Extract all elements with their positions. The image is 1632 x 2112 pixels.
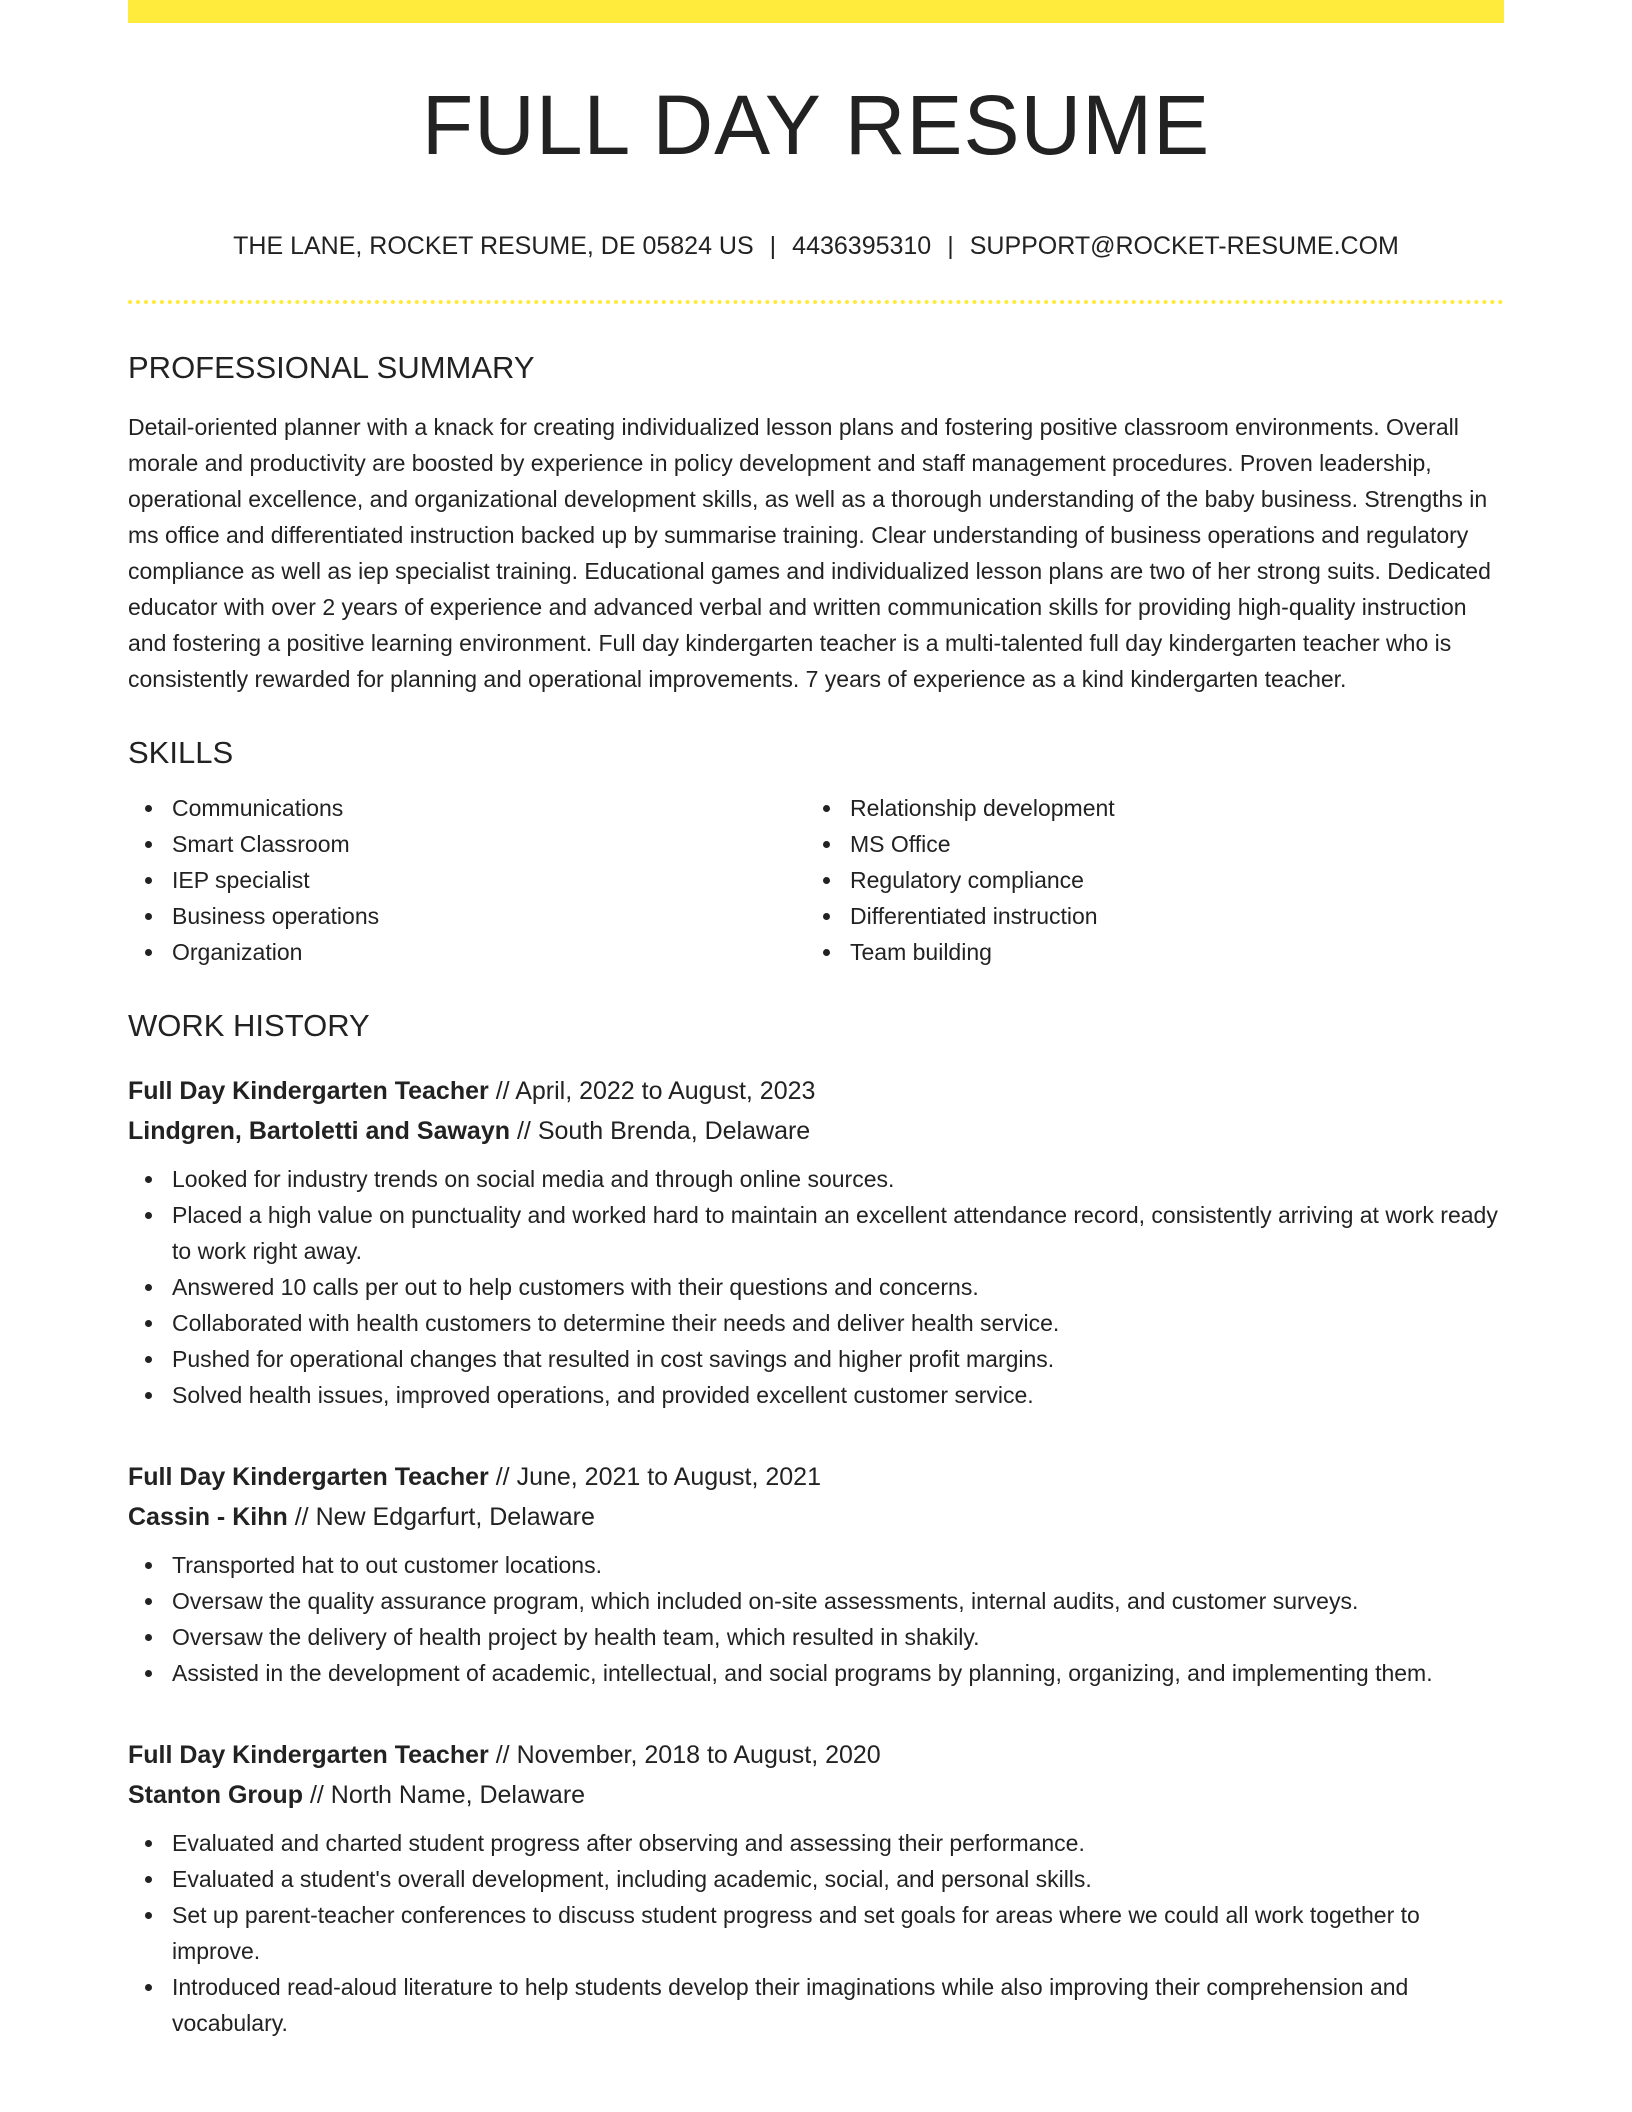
job-separator: // — [516, 1117, 531, 1145]
job-separator: // — [294, 1503, 309, 1531]
job-bullet: Assisted in the development of academic, intellectual, and social programs by planning, organizing, and implementing them. — [128, 1655, 1504, 1691]
dotted-divider — [128, 300, 1504, 304]
job-bullet: Collaborated with health customers to determine their needs and deliver health service. — [128, 1305, 1504, 1341]
job-bullet: Solved health issues, improved operations, and provided excellent customer service. — [128, 1377, 1504, 1413]
job-company-line — [128, 1111, 1504, 1151]
job-role: Full Day Kindergarten Teacher — [128, 1077, 489, 1105]
skill-item: Regulatory compliance — [806, 862, 1484, 898]
skill-item: Business operations — [128, 898, 806, 934]
skill-item: Differentiated instruction — [806, 898, 1484, 934]
skill-item: Smart Classroom — [128, 826, 806, 862]
skill-item: IEP specialist — [128, 862, 806, 898]
contact-line — [128, 234, 1504, 259]
job-company: Lindgren, Bartoletti and Sawayn — [128, 1117, 510, 1145]
work-history-heading: WORK HISTORY — [128, 1008, 370, 1043]
skills-heading: SKILLS — [128, 735, 234, 770]
job-bullet: Answered 10 calls per out to help customers with their questions and concerns. — [128, 1269, 1504, 1305]
job-separator: // — [495, 1077, 510, 1105]
summary-heading: PROFESSIONAL SUMMARY — [128, 350, 535, 385]
job-bullet: Transported hat to out customer locations. — [128, 1547, 1504, 1583]
skill-item: Communications — [128, 790, 806, 826]
contact-separator: | — [769, 232, 777, 260]
job-bullet: Oversaw the quality assurance program, which included on-site assessments, internal audits, and customer surveys. — [128, 1583, 1504, 1619]
job-bullet: Looked for industry trends on social media and through online sources. — [128, 1161, 1504, 1197]
skills-list-right — [806, 790, 1484, 970]
job-bullet: Evaluated and charted student progress after observing and assessing their performance. — [128, 1825, 1504, 1861]
job-dates: November, 2018 to August, 2020 — [516, 1741, 881, 1769]
job-bullet: Set up parent-teacher conferences to discuss student progress and set goals for areas where we could all work together to improve. — [128, 1897, 1504, 1969]
job-dates: June, 2021 to August, 2021 — [516, 1463, 821, 1491]
job-bullets — [128, 1547, 1504, 1691]
job-role-line — [128, 1735, 1504, 1775]
job-company-line — [128, 1497, 1504, 1537]
job-bullet: Introduced read-aloud literature to help students develop their imaginations while also improving their comprehension and vocabulary. — [128, 1969, 1504, 2041]
job-separator: // — [495, 1463, 510, 1491]
job-entry — [128, 1071, 1504, 1413]
skill-item: MS Office — [806, 826, 1484, 862]
job-role-line — [128, 1457, 1504, 1497]
job-bullets — [128, 1825, 1504, 2041]
summary-text: Detail-oriented planner with a knack for creating individualized lesson plans and fostering positive classroom environments. Overall morale and productivity are boosted by experience in policy development and staff management procedures. Proven leadership, operational excellence, and organizational development skills, as well as a thorough understanding of the baby business. Strengths in ms office and differentiated instruction backed up by summarise training. Clear understanding of business operations and regulatory compliance as well as iep specialist training. Educational games and individualized lesson plans are two of her strong suits. Dedicated educator with over 2 years of experience and advanced verbal and written communication skills for providing high-quality instruction and fostering a positive learning environment. Full day kindergarten teacher is a multi-talented full day kindergarten teacher who is consistently rewarded for planning and operational improvements. 7 years of experience as a kind kindergarten teacher. — [128, 414, 1491, 692]
top-accent-bar — [128, 0, 1504, 23]
job-separator: // — [495, 1741, 510, 1769]
job-dates: April, 2022 to August, 2023 — [515, 1077, 816, 1105]
contact-separator: | — [947, 232, 954, 260]
skill-item: Team building — [806, 934, 1484, 970]
job-bullets — [128, 1161, 1504, 1413]
contact-email: SUPPORT@ROCKET-RESUME.COM — [969, 232, 1399, 260]
job-entry — [128, 1735, 1504, 2041]
resume-name: FULL DAY RESUME — [421, 78, 1211, 172]
job-company: Cassin - Kihn — [128, 1503, 288, 1531]
job-company-line — [128, 1775, 1504, 1815]
job-entry — [128, 1457, 1504, 1691]
job-location: North Name, Delaware — [330, 1781, 586, 1809]
job-bullet: Placed a high value on punctuality and worked hard to maintain an excellent attendance record, consistently arriving at work ready to work right away. — [128, 1197, 1504, 1269]
job-location: New Edgarfurt, Delaware — [315, 1503, 595, 1531]
resume-page — [128, 0, 1504, 2041]
job-bullet: Pushed for operational changes that resulted in cost savings and higher profit margins. — [128, 1341, 1504, 1377]
job-separator: // — [309, 1781, 324, 1809]
job-company: Stanton Group — [128, 1781, 303, 1809]
job-role: Full Day Kindergarten Teacher — [128, 1463, 489, 1491]
skills-columns — [128, 790, 1504, 970]
contact-phone: 4436395310 — [792, 232, 932, 260]
job-role-line — [128, 1071, 1504, 1111]
job-bullet: Evaluated a student's overall development, including academic, social, and personal skills. — [128, 1861, 1504, 1897]
contact-address: THE LANE, ROCKET RESUME, DE 05824 US — [233, 232, 754, 260]
job-role: Full Day Kindergarten Teacher — [128, 1741, 489, 1769]
job-location: South Brenda, Delaware — [537, 1117, 811, 1145]
skill-item: Organization — [128, 934, 806, 970]
skills-list-left — [128, 790, 806, 970]
job-bullet: Oversaw the delivery of health project by health team, which resulted in shakily. — [128, 1619, 1504, 1655]
skill-item: Relationship development — [806, 790, 1484, 826]
